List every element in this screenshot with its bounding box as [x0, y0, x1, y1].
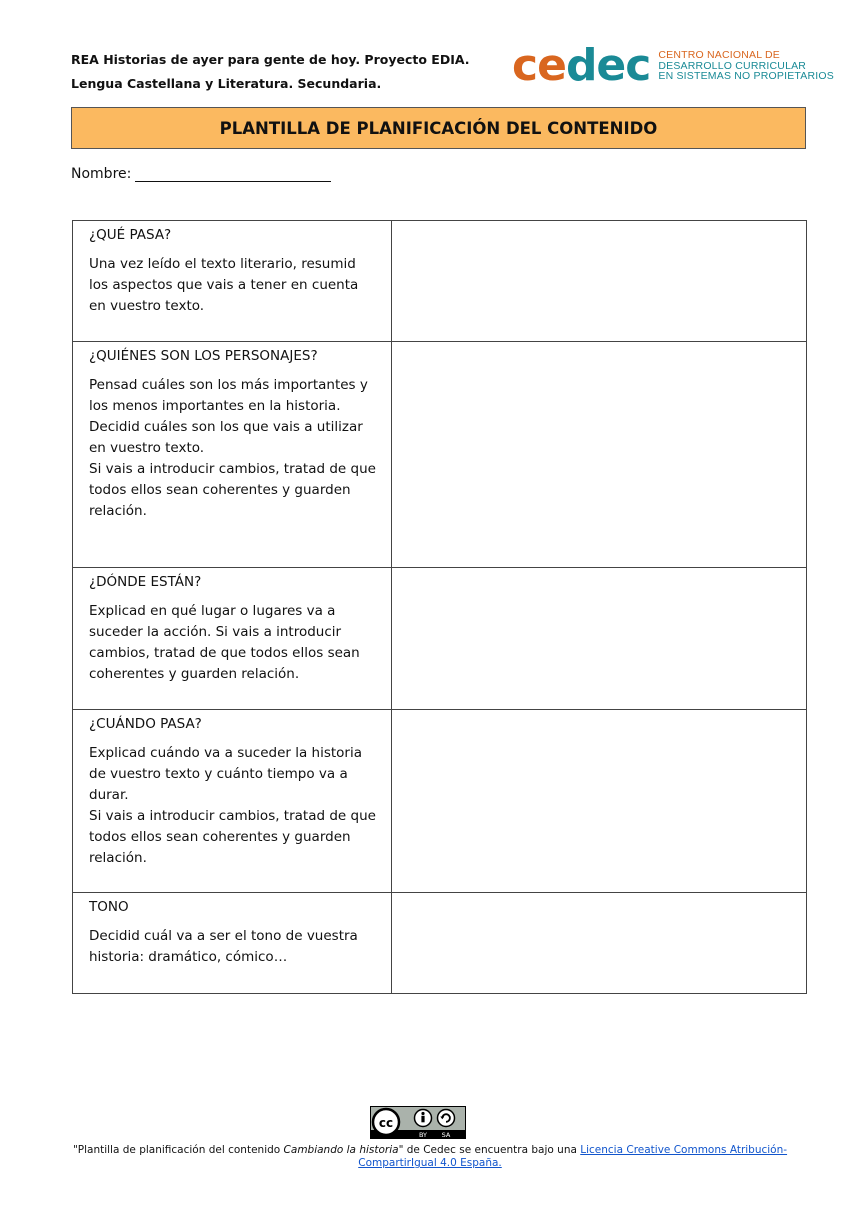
answer-cell[interactable]	[391, 342, 806, 568]
cc-by-sa-badge[interactable]	[370, 1106, 466, 1139]
answer-cell[interactable]	[391, 710, 806, 893]
planning-table	[72, 220, 807, 994]
name-field-row	[71, 165, 331, 182]
question-instructions: Una vez leído el texto literario, resumid los aspectos que vais a tener en cuenta en vuestro texto.	[89, 256, 359, 314]
answer-cell[interactable]	[391, 893, 806, 994]
header-line-1: REA Historias de ayer para gente de hoy. Proyecto EDIA.	[71, 52, 470, 67]
header-line-2: Lengua Castellana y Literatura. Secundaria.	[71, 76, 382, 91]
answer-cell[interactable]	[391, 221, 806, 342]
table-row	[73, 568, 807, 710]
question-title: ¿DÓNDE ESTÁN?	[89, 574, 202, 590]
question-instructions: Explicad en qué lugar o lugares va a suceder la acción. Si vais a introducir cambios, tratad de que todos ellos sean coherentes y guarden relación.	[89, 603, 360, 682]
logo-wordmark	[512, 40, 650, 92]
name-blank-line[interactable]	[135, 165, 331, 182]
footer-text-2: " de Cedec se encuentra bajo una	[398, 1144, 581, 1156]
question-title: ¿QUIÉNES SON LOS PERSONAJES?	[89, 348, 318, 364]
logo-sub-line-3: EN SISTEMAS NO PROPIETARIOS	[658, 70, 834, 83]
sa-share-alike-icon	[438, 1110, 455, 1127]
document-header	[71, 48, 470, 96]
cc-text: cc	[378, 1116, 394, 1130]
question-cell	[73, 221, 392, 342]
question-instructions: Pensad cuáles son los más importantes y los menos importantes en la historia. Decidid cuáles son los que vais a utilizar en vuestro texto. Si vais a introducir cambios, tratad de que todos ellos sean coherentes y guarden relación.	[89, 377, 376, 519]
question-cell	[73, 893, 392, 994]
question-title: TONO	[89, 899, 129, 915]
license-link[interactable]: Licencia Creative Commons Atribución-CompartirIgual 4.0 España.	[358, 1144, 788, 1169]
question-title: ¿QUÉ PASA?	[89, 227, 172, 243]
name-label: Nombre:	[71, 166, 132, 182]
question-cell	[73, 342, 392, 568]
question-instructions: Decidid cuál va a ser el tono de vuestra historia: dramático, cómico…	[89, 928, 358, 965]
sa-label: SA	[441, 1131, 451, 1138]
title-bar	[71, 107, 806, 149]
footer-text-1: "Plantilla de planificación del contenido	[72, 1144, 284, 1156]
by-label: BY	[418, 1131, 428, 1138]
logo-sub-line-2: DESARROLLO CURRICULAR	[658, 59, 807, 72]
question-title: ¿CUÁNDO PASA?	[89, 716, 202, 732]
question-instructions: Explicad cuándo va a suceder la historia de vuestro texto y cuánto tiempo va a durar. Si vais a introducir cambios, tratad de que todos ellos sean coherentes y guarden relación.	[89, 745, 376, 866]
table-row	[73, 221, 807, 342]
question-cell	[73, 568, 392, 710]
cc-license-icon	[371, 1107, 465, 1138]
logo-word-part-1: ce	[512, 40, 566, 91]
logo-sub-line-1: CENTRO NACIONAL DE	[658, 49, 781, 62]
cedec-logo	[512, 40, 834, 92]
page-title: PLANTILLA DE PLANIFICACIÓN DEL CONTENIDO	[219, 118, 658, 138]
answer-cell[interactable]	[391, 568, 806, 710]
license-footer	[60, 1144, 800, 1170]
logo-word-part-2: dec	[565, 40, 651, 91]
footer-work-title: Cambiando la historia	[283, 1144, 399, 1156]
table-row	[73, 710, 807, 893]
logo-subtitle	[658, 50, 834, 82]
table-row	[73, 893, 807, 994]
table-row	[73, 342, 807, 568]
question-cell	[73, 710, 392, 893]
